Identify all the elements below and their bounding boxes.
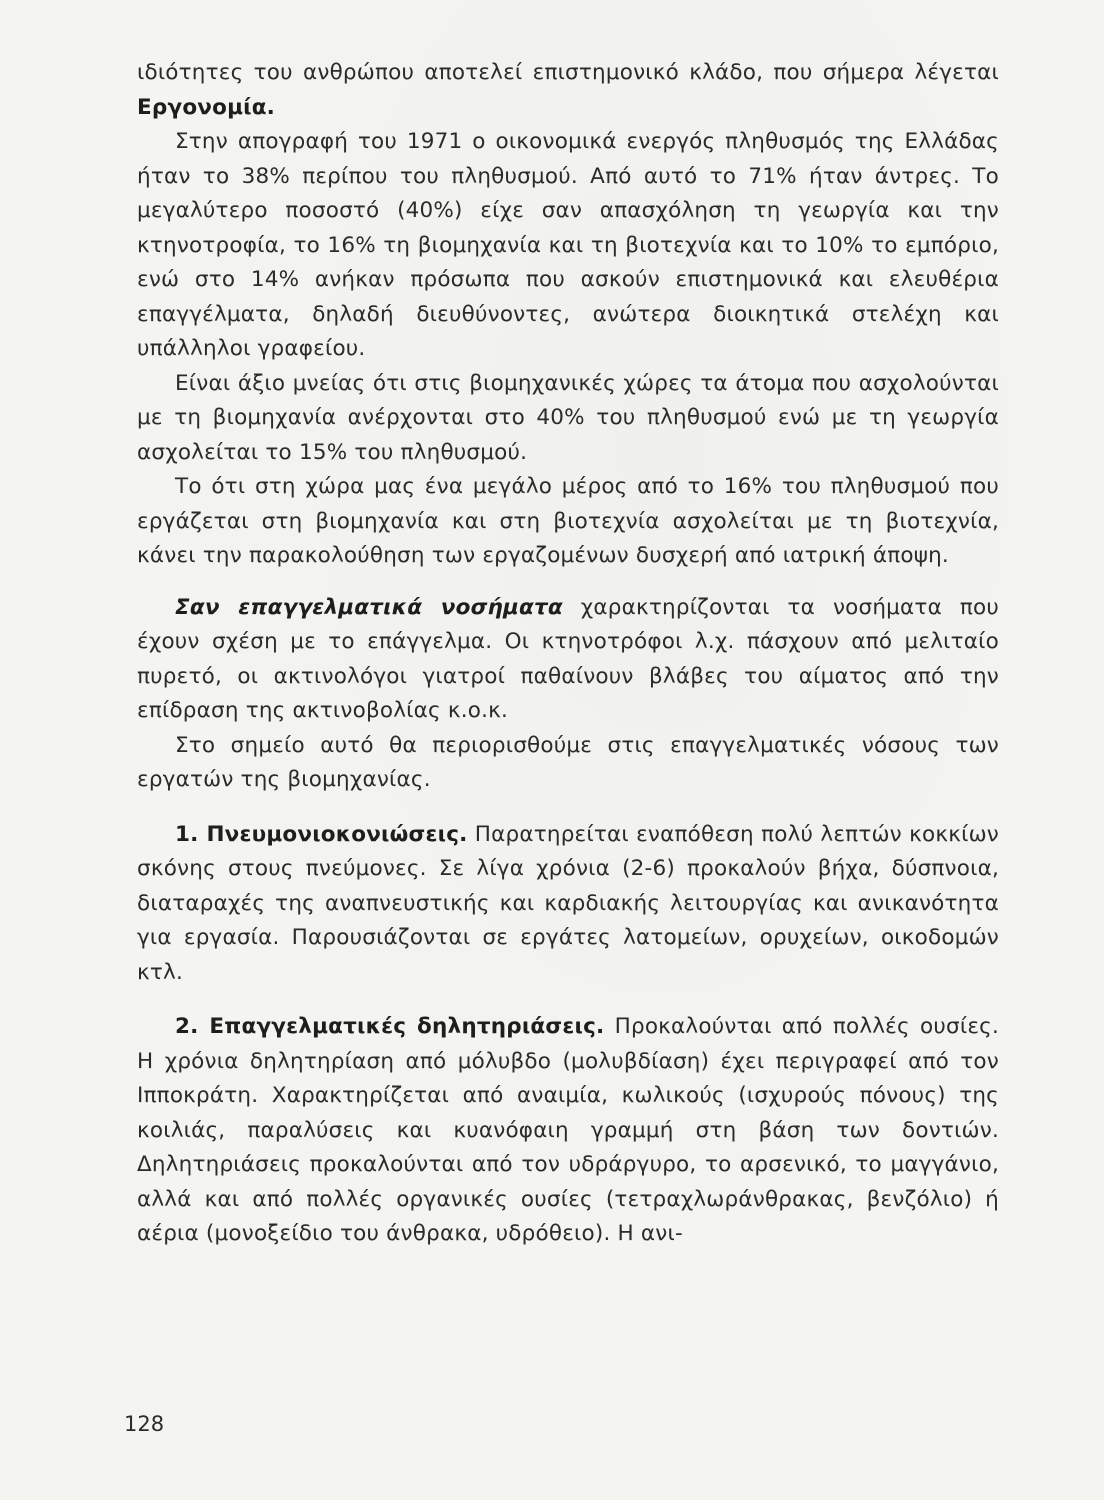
term-ergonomics: Εργονομία. bbox=[137, 94, 276, 120]
heading-poisonings: 2. Επαγγελματικές δηλητηριάσεις. bbox=[175, 1014, 605, 1039]
paragraph-industrial-countries: Είναι άξιο μνείας ότι στις βιομηχανικές χώρες τα άτομα που ασχολούνται με τη βιομηχανία ανέρχονται στο 40% του πληθυσμού ενώ με τη γεωργία ασχολείται το 15% του πληθυσμού. bbox=[137, 370, 999, 465]
intro-text: ιδιότητες του ανθρώπου αποτελεί επιστημονικό κλάδο, που σήμερα λέγεται bbox=[137, 60, 999, 85]
spacer bbox=[137, 798, 999, 818]
poisonings-text: Προκαλούνται από πολλές ουσίες. Η χρόνια δηλητηρίαση από μόλυβδο (μολυβδίαση) έχει περιγραφεί από τον Ιπποκράτη. Χαρακτηρίζεται από αναιμία, κωλικούς (ισχυρούς πόνους) της κοιλιάς, παραλύσεις και κυανόφαιη γραμμή στη βάση των δοντιών. Δηλητηριάσεις προκαλούνται από τον υδράργυρο, το αρσενικό, το μαγγάνιο, αλλά και από πολλές οργανικές ουσίες (τετραχλωράνθρακας, βενζόλιο) ή αέρια (μονοξείδιο του άνθρακα, υδρόθειο). Η ανι- bbox=[137, 1014, 999, 1246]
term-occupational-diseases: Σαν επαγγελματικά νοσήματα bbox=[175, 594, 563, 620]
paragraph-census: Στην απογραφή του 1971 ο οικονομικά ενεργός πληθυσμός της Ελλάδας ήταν το 38% περίπου του πληθυσμού. Από αυτό το 71% ήταν άντρες. Το μεγαλύτερο ποσοστό (40%) είχε σαν απασχόληση τη γεωργία και την κτηνοτροφία, το 16% τη βιομηχανία και τη βιοτεχνία και το 10% το εμπόριο, ενώ στο 14% ανήκαν πρόσωπα που ασκούν επιστημονικά και ελευθέρια επαγγέλματα, δηλαδή διευθύνοντες, ανώτερα διοικητικά στελέχη και υπάλληλοι γραφείου. bbox=[137, 129, 999, 361]
page-number: 128 bbox=[124, 1412, 165, 1436]
paragraph-crafts: Το ότι στη χώρα μας ένα μεγάλο μέρος από το 16% του πληθυσμού που εργάζεται στη βιομηχανία και στη βιοτεχνία ασχολείται με τη βιοτεχνία, κάνει την παρακολούθηση των εργαζομένων δυσχερή από ιατρική άποψη. bbox=[137, 474, 999, 568]
body-text bbox=[137, 56, 999, 1252]
paragraph-occupational-diseases bbox=[137, 591, 999, 729]
paragraph-poisonings bbox=[137, 1010, 999, 1252]
spacer bbox=[137, 574, 999, 591]
spacer bbox=[137, 990, 999, 1010]
paragraph-intro bbox=[137, 56, 999, 125]
heading-pneumoconiosis: 1. Πνευμονιοκονιώσεις. bbox=[175, 821, 468, 847]
paragraph-limit: Στο σημείο αυτό θα περιορισθούμε στις επαγγελματικές νόσους των εργατών της βιομηχανίας. bbox=[137, 732, 999, 792]
occupational-diseases-text: χαρακτηρίζονται τα νοσήματα που έχουν σχέση με το επάγγελμα. Οι κτηνοτρόφοι λ.χ. πάσχουν από μελιταίο πυρετό, οι ακτινολόγοι γιατροί παθαίνουν βλάβες του αίματος από την επίδραση της ακτινοβολίας κ.ο.κ. bbox=[137, 594, 999, 723]
paragraph-pneumoconiosis bbox=[137, 818, 999, 991]
pneumoconiosis-text: Παρατηρείται εναπόθεση πολύ λεπτών κοκκίων σκόνης στους πνεύμονες. Σε λίγα χρόνια (2-6) προκαλούν βήχα, δύσπνοια, διαταραχές της αναπνευστικής και καρδιακής λειτουργίας και ανικανότητα για εργασία. Παρουσιάζονται σε εργάτες λατομείων, ορυχείων, οικοδομών κτλ. bbox=[137, 821, 999, 985]
